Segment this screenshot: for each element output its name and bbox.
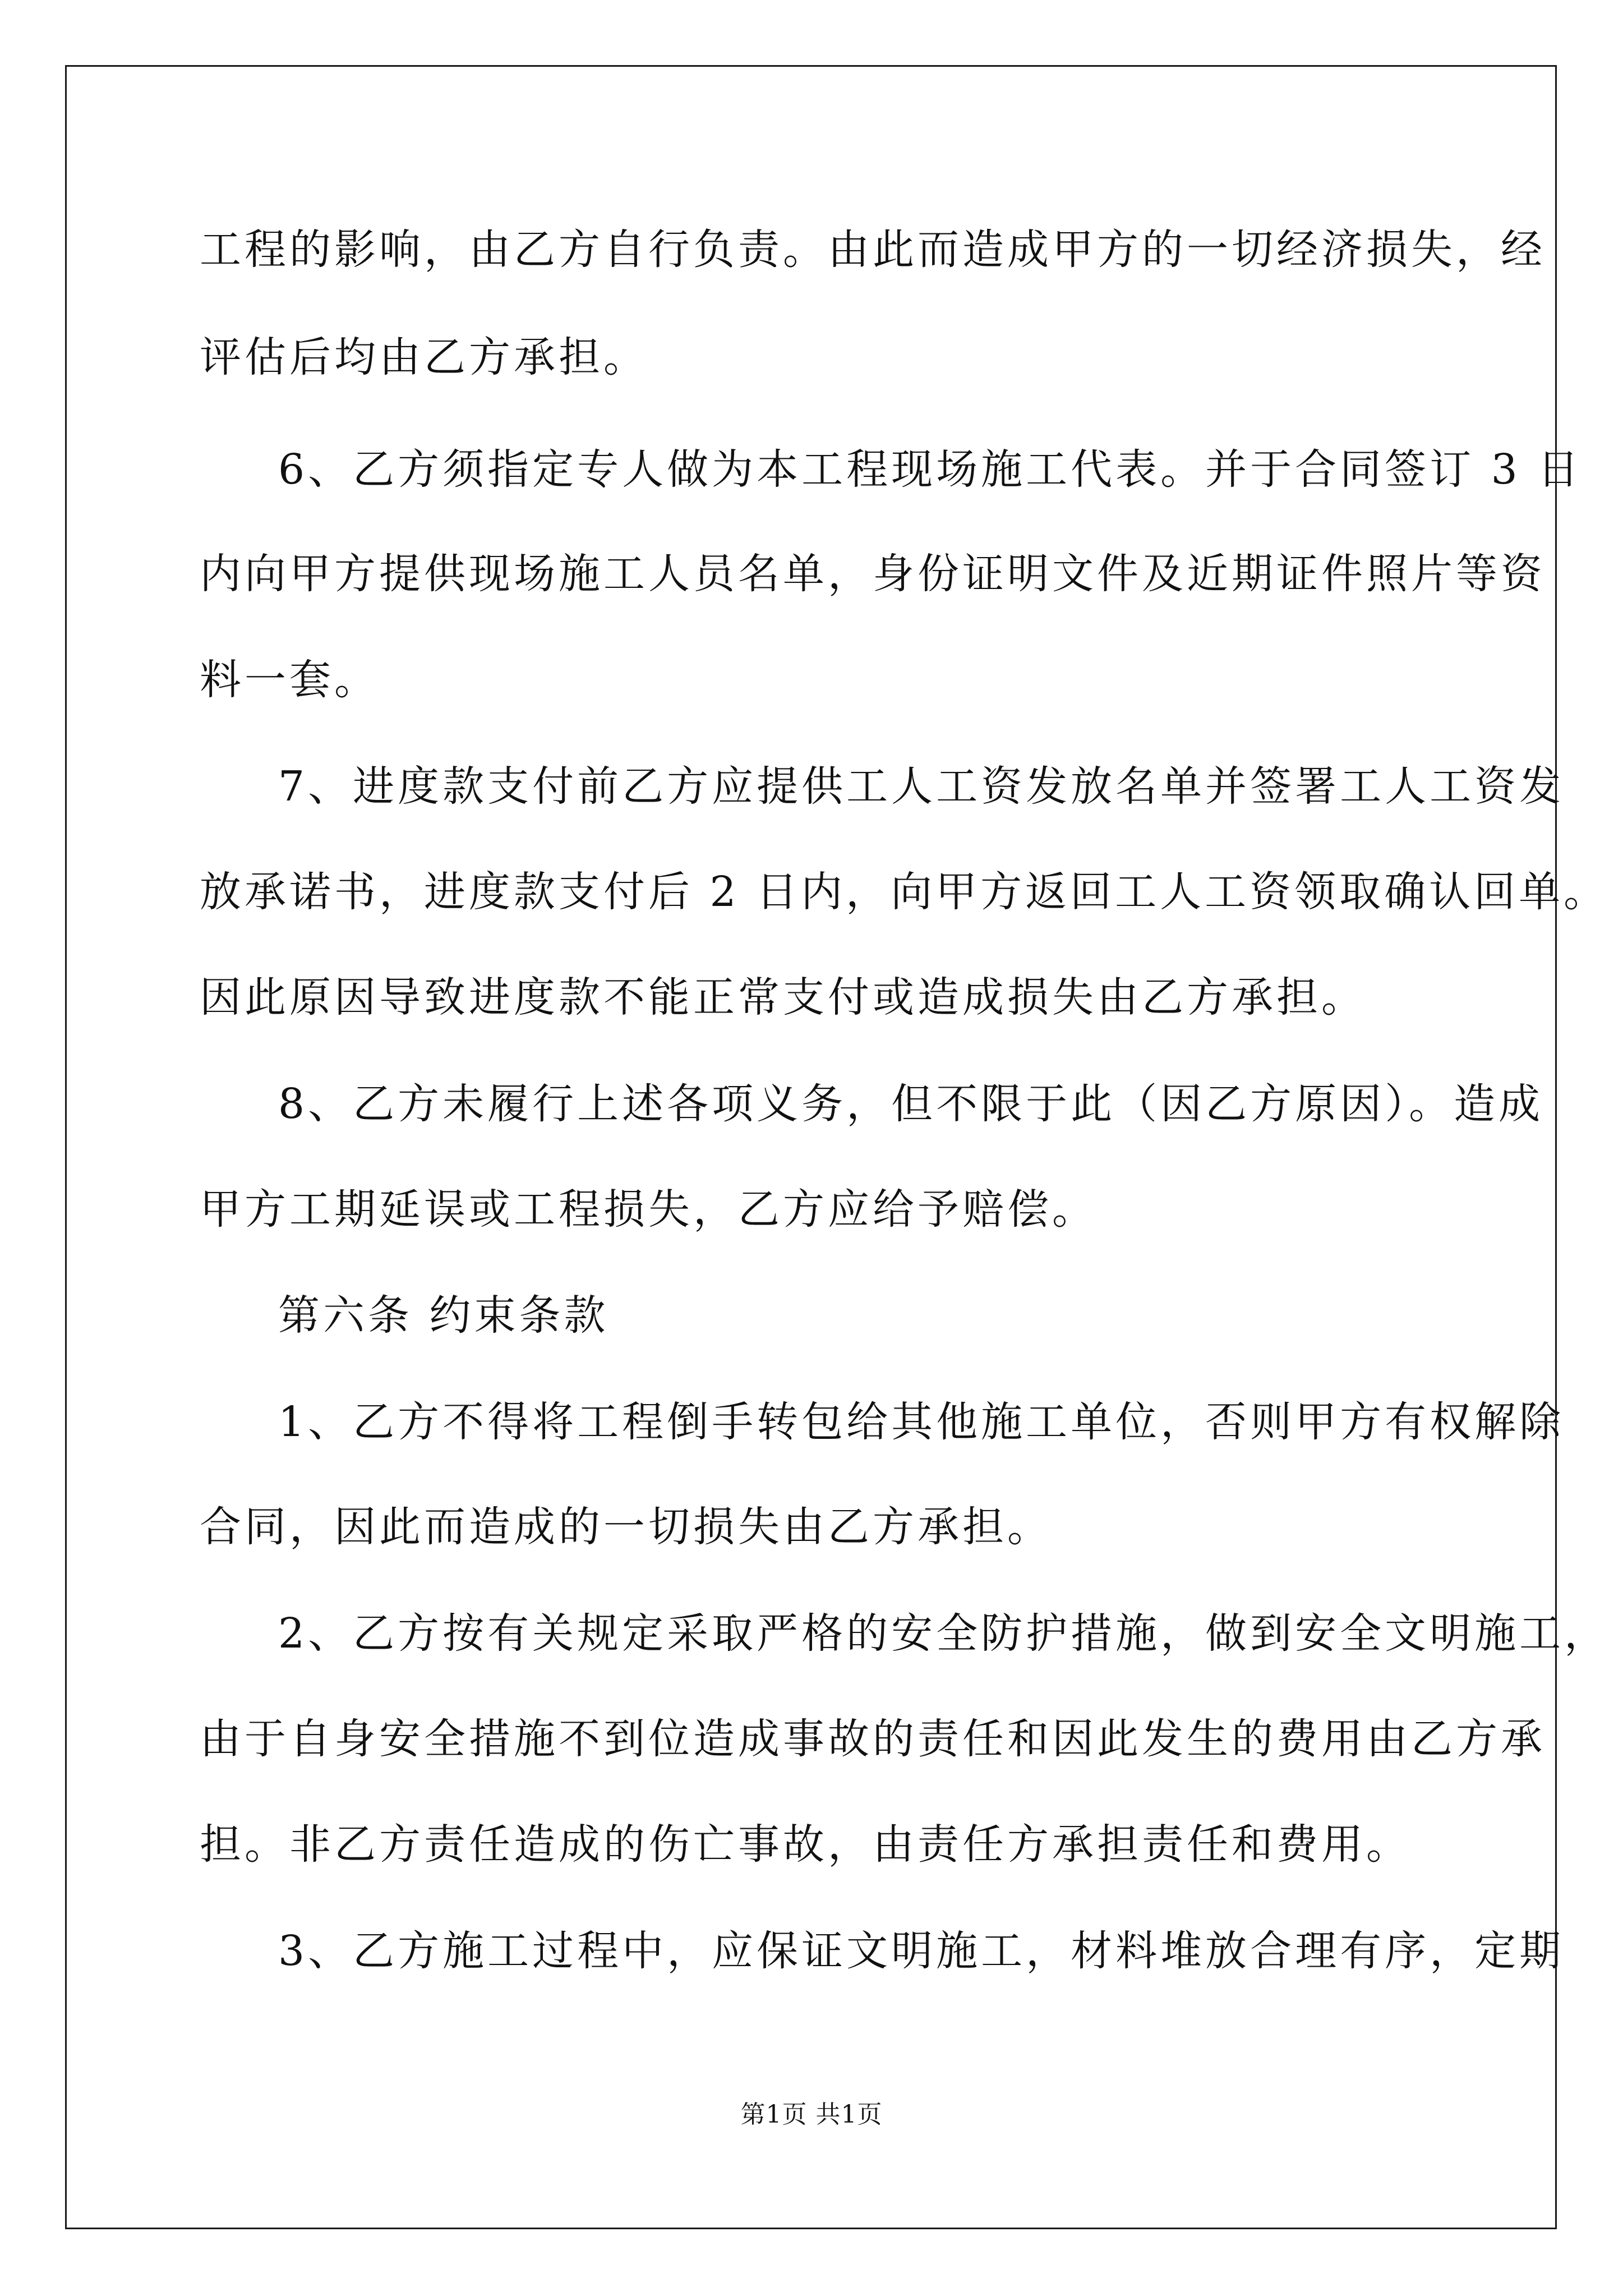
- text-line: 内向甲方提供现场施工人员名单，身份证明文件及近期证件照片等资: [200, 550, 1546, 598]
- clause-8-line: 8、乙方未履行上述各项义务，但不限于此（因乙方原因）。造成: [278, 1080, 1544, 1128]
- contract-body: [200, 0, 1610, 2132]
- text-line: 评估后均由乙方承担。: [200, 333, 648, 381]
- text-line: 合同，因此而造成的一切损失由乙方承担。: [200, 1503, 1052, 1551]
- text-line: 由于自身安全措施不到位造成事故的责任和因此发生的费用由乙方承: [200, 1715, 1546, 1763]
- clause-3-line: 3、乙方施工过程中，应保证文明施工，材料堆放合理有序，定期: [278, 1927, 1565, 1975]
- text-line: 放承诺书，进度款支付后 2 日内，向甲方返回工人工资领取确认回单。: [200, 868, 1609, 916]
- text-line: 工程的影响，由乙方自行负责。由此而造成甲方的一切经济损失，经: [200, 226, 1546, 274]
- clause-1-line: 1、乙方不得将工程倒手转包给其他施工单位，否则甲方有权解除: [278, 1398, 1565, 1446]
- page-number: 第1页 共1页: [740, 2100, 883, 2129]
- section-heading: 第六条 约束条款: [278, 1291, 609, 1340]
- clause-2-line: 2、乙方按有关规定采取严格的安全防护措施，做到安全文明施工，: [278, 1609, 1610, 1658]
- clause-6-line: 6、乙方须指定专人做为本工程现场施工代表。并于合同签订 3 日: [278, 445, 1583, 494]
- text-line: 担。非乙方责任造成的伤亡事故，由责任方承担责任和费用。: [200, 1820, 1411, 1869]
- text-line: 因此原因导致进度款不能正常支付或造成损失由乙方承担。: [200, 973, 1366, 1022]
- text-line: 料一套。: [200, 656, 379, 704]
- text-line: 甲方工期延误或工程损失，乙方应给予赔偿。: [200, 1185, 1097, 1234]
- clause-7-line: 7、进度款支付前乙方应提供工人工资发放名单并签署工人工资发: [278, 762, 1565, 811]
